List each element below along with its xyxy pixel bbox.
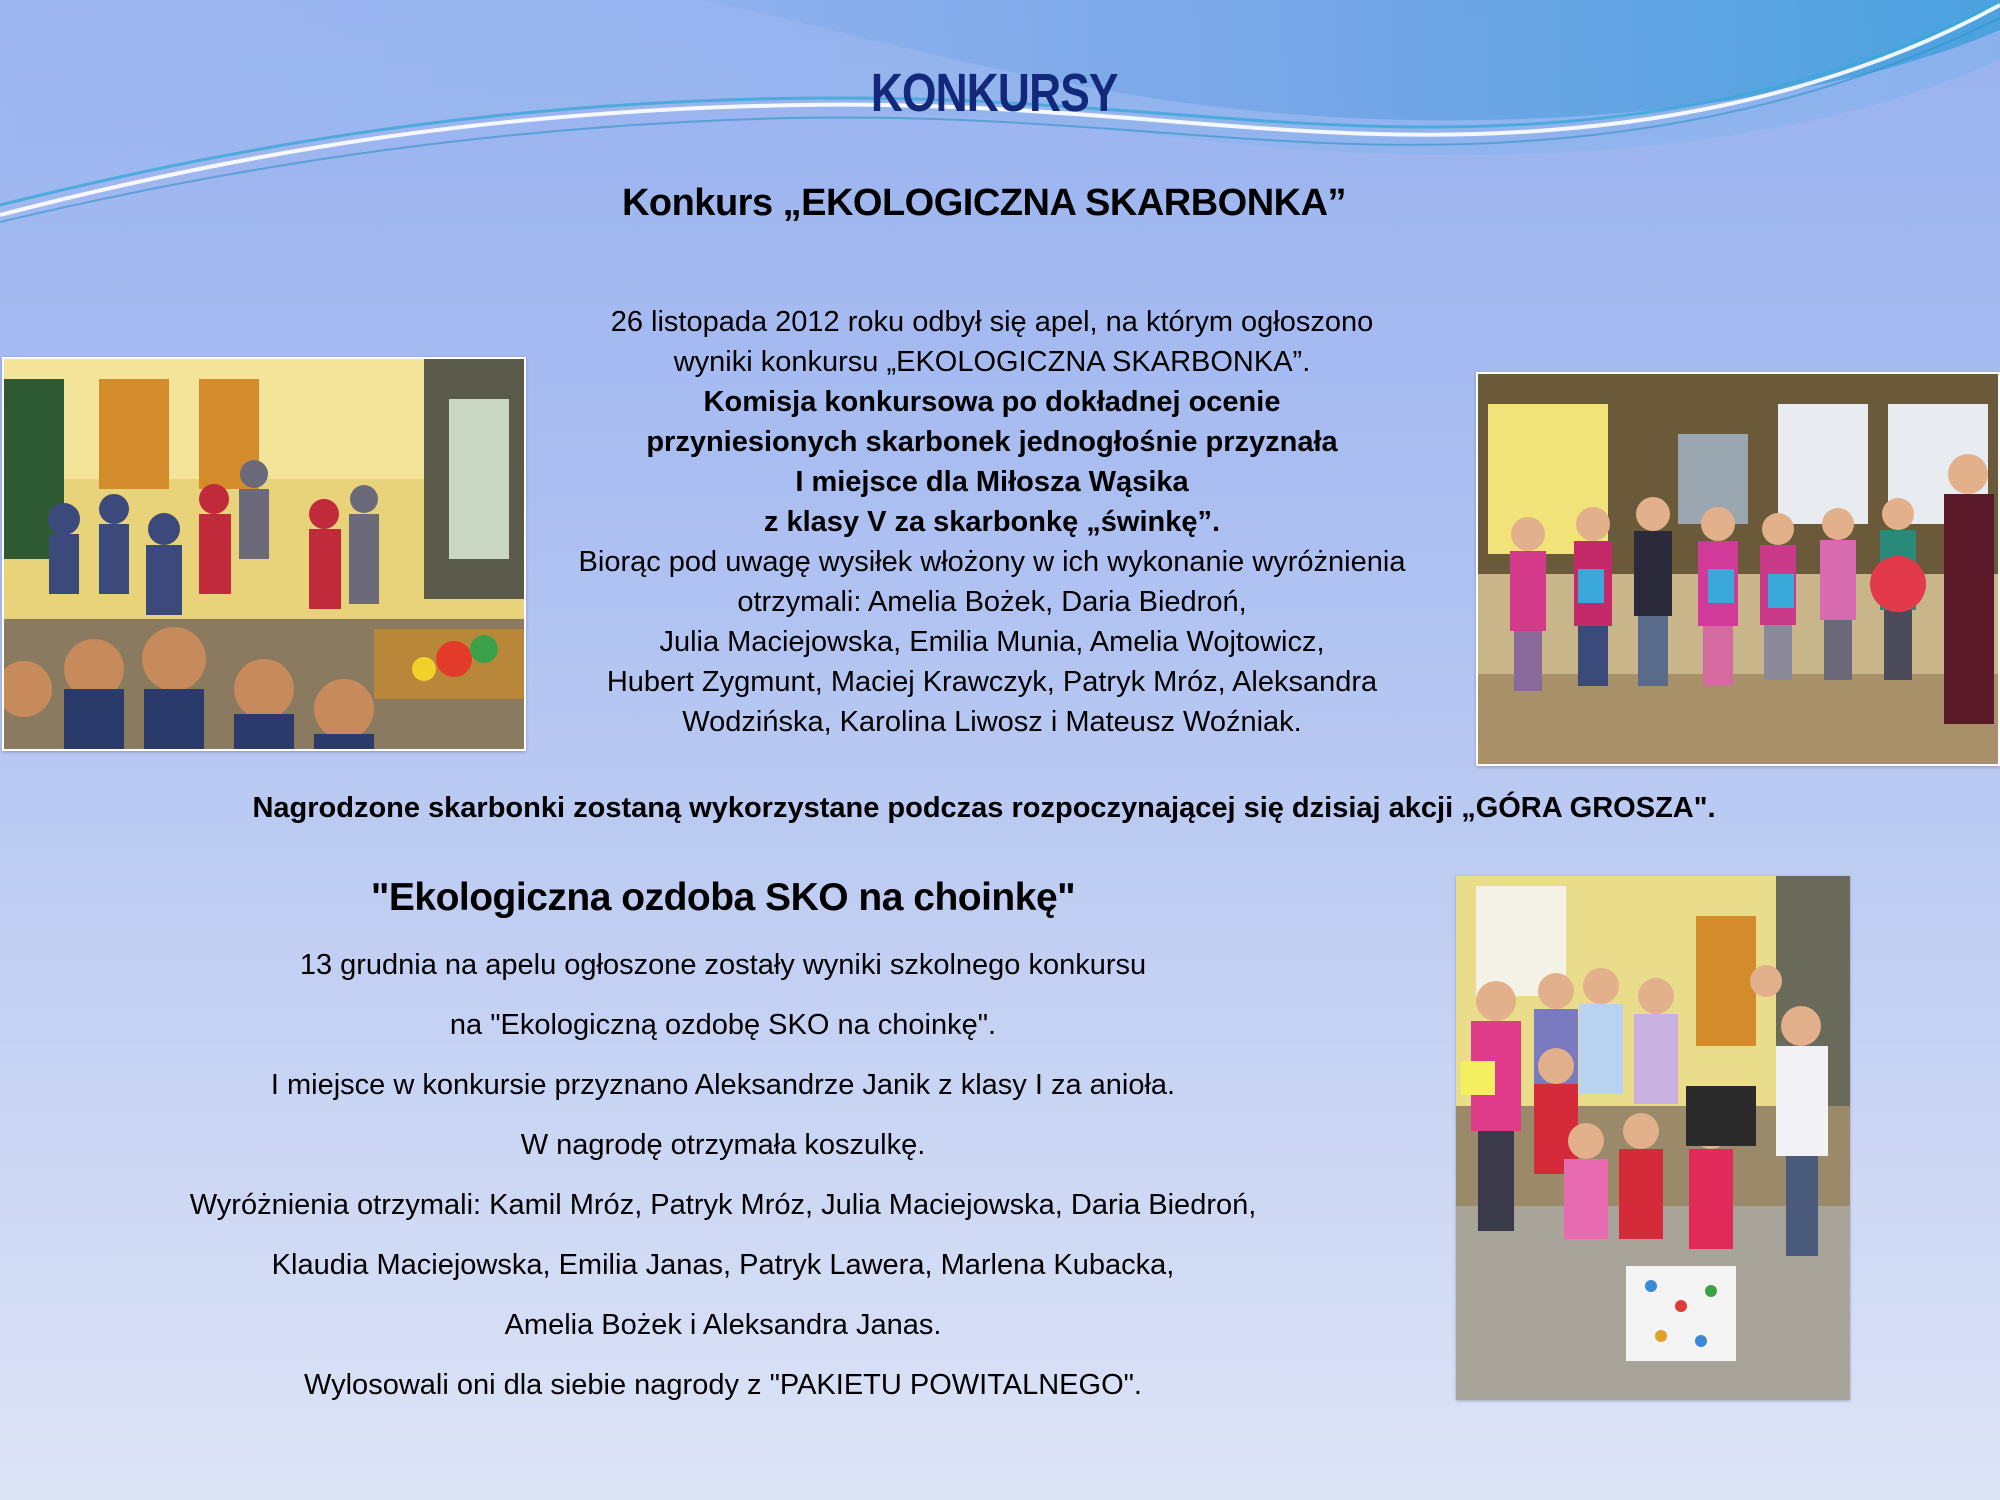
photo-winners-image [1478, 374, 1998, 764]
section2-line: Wyróżnienia otrzymali: Kamil Mróz, Patryk Mróz, Julia Maciejowska, Daria Biedroń, [189, 1189, 1257, 1221]
section1-line: wyniki konkursu „EKOLOGICZNA SKARBONKA”. [673, 346, 1311, 378]
section1-line: Biorąc pod uwagę wysiłek włożony w ich wykonanie wyróżnienia [578, 546, 1406, 578]
section1-line: z klasy V za skarbonkę „świnkę”. [763, 506, 1221, 538]
section2-heading: "Ekologiczna ozdoba SKO na choinkę" [370, 876, 1076, 919]
section1-line: Hubert Zygmunt, Maciej Krawczyk, Patryk Mróz, Aleksandra [606, 666, 1378, 698]
section2-line: 13 grudnia na apelu ogłoszone zostały wyniki szkolnego konkursu [299, 949, 1147, 981]
section1-line: przyniesionych skarbonek jednogłośnie przyznała [646, 426, 1338, 458]
section1-line: 26 listopada 2012 roku odbył się apel, na którym ogłoszono [610, 306, 1374, 338]
section2-line: I miejsce w konkursie przyznano Aleksandrze Janik z klasy I za anioła. [270, 1069, 1176, 1101]
section2-line: W nagrodę otrzymała koszulkę. [520, 1129, 926, 1161]
photo-assembly-hallway [2, 357, 526, 751]
section1-line: I miejsce dla Miłosza Wąsika [795, 466, 1189, 498]
section2-line: Klaudia Maciejowska, Emilia Janas, Patryk Lawera, Marlena Kubacka, [271, 1249, 1175, 1281]
section1-line: otrzymali: Amelia Bożek, Daria Biedroń, [737, 586, 1247, 618]
section1-line: Komisja konkursowa po dokładnej ocenie [703, 386, 1281, 418]
section2-line: na "Ekologiczną ozdobę SKO na choinkę". [449, 1009, 997, 1041]
section1-announcement: Nagrodzone skarbonki zostaną wykorzystane podczas rozpoczynającej się dzisiaj akcji „GÓRA GROSZA". [252, 792, 1716, 824]
section1-heading: Konkurs „EKOLOGICZNA SKARBONKA” [621, 182, 1347, 224]
photo-winners-group [1476, 372, 2000, 766]
photo-assembly-image [4, 359, 524, 749]
photo-ornament-image [1456, 876, 1850, 1400]
section1-body [530, 302, 1454, 742]
section2-line: Wylosowali oni dla siebie nagrody z "PAKIETU POWITALNEGO". [304, 1369, 1142, 1401]
photo-ornament-winners [1456, 876, 1850, 1400]
section1-line: Julia Maciejowska, Emilia Munia, Amelia Wojtowicz, [659, 626, 1325, 658]
slide-title: KONKURSY [870, 63, 1118, 123]
section1-line: Wodzińska, Karolina Liwosz i Mateusz Woźniak. [682, 706, 1302, 738]
section2-line: Amelia Bożek i Aleksandra Janas. [504, 1309, 942, 1341]
section2-body [110, 935, 1336, 1415]
